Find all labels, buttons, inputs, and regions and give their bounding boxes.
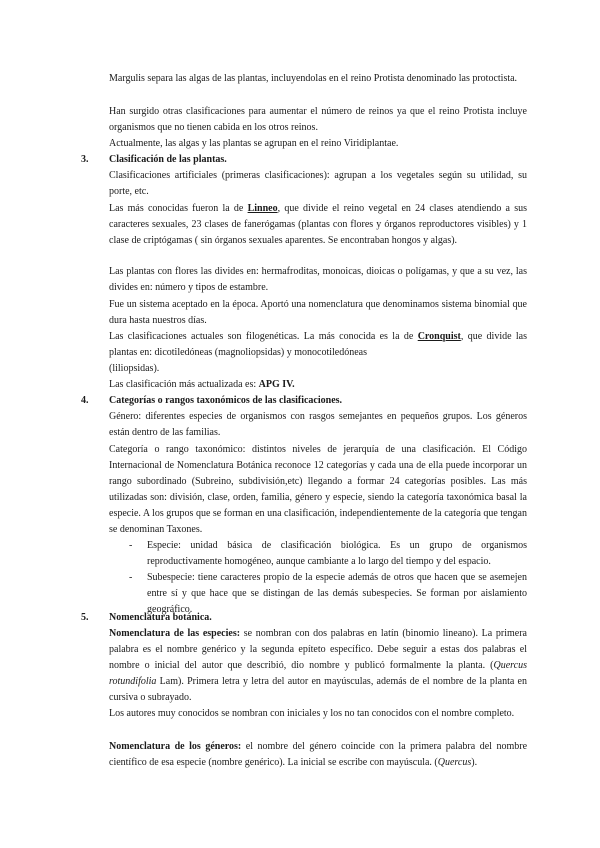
linneo-name: Linneo <box>247 203 278 214</box>
bullet-especie: Especie: unidad básica de clasificación biológica. Es un grupo de organismos reproductivamente homogéneo, aunque cambiante a lo largo del tiempo y del espacio. <box>147 540 527 568</box>
section-5-number: 5. <box>81 612 89 623</box>
quercus-rotundifolia: Quercus rotundifolia <box>109 660 527 688</box>
especies-text-b: Lam). Primera letra y letra del autor en mayúsculas, además de el nombre de la planta en cursiva o subrayado. <box>109 676 527 704</box>
apg-name: APG IV. <box>258 379 295 390</box>
bullet-subespecie: Subespecie: tiene caracteres propio de la especie además de otros que hacen que se asemejen entre sí y que hace que se distingan de las demás subespecies. Se forman por aislamiento geográfico. <box>147 572 527 616</box>
paragraph-cronquist <box>109 329 527 377</box>
paragraph-other-classifications: Han surgido otras clasificaciones para aumentar el número de reinos ya que el reino Protista incluye organismos que no tienen cabida en los otros reinos. <box>109 106 527 134</box>
cronquist-name: Cronquist <box>417 331 461 342</box>
quercus: Quercus <box>437 757 472 769</box>
paragraph-artificial-classifications: Clasificaciones artificiales (primeras clasificaciones): agrupan a los vegetales según su utilidad, su porte, etc. <box>109 170 527 198</box>
paragraph-nomenclatura-generos <box>109 739 527 771</box>
bullet-dash-subespecie: - <box>129 572 133 583</box>
bullet-dash-especie: - <box>129 540 133 551</box>
paragraph-binomial-system: Fue un sistema aceptado en la época. Aportó una nomenclatura que denominamos sistema binomial que dura hasta nuestros días. <box>109 299 527 327</box>
linneo-text-b: , que divide el reino vegetal en 24 clases atendiendo a sus caracteres sexuales, 23 clases de fanerógamas (plantas con flores y órganos reproductores visibles) y 1 clase de criptógamas ( sin órganos sexuales aparentes. Se encontraban hongos y algas). <box>109 203 527 247</box>
paragraph-genero: Género: diferentes especies de organismos con rasgos semejantes en pequeños grupos. Los géneros están dentro de las familias. <box>109 411 527 439</box>
especies-lead: Nomenclatura de las especies: <box>109 628 241 639</box>
paragraph-margulis: Margulis separa las algas de las plantas, incluyendolas en el reino Protista denominado las protoctista. <box>109 73 518 84</box>
generos-text-a: el nombre del género coincide con la primera palabra del nombre científico de esa especie (nombre genérico). La inicial se escribe con mayúscula. ( <box>109 741 528 769</box>
paragraph-viridiplantae: Actualmente, las algas y las plantas se agrupan en el reino Viridiplantae. <box>109 138 399 149</box>
linneo-text-a: Las más conocidas fueron la de <box>109 203 248 214</box>
paragraph-nomenclatura-especies <box>109 626 527 706</box>
generos-text-b: ). <box>471 757 478 769</box>
paragraph-apg <box>109 377 527 393</box>
section-3-number: 3. <box>81 154 89 165</box>
section-4-number: 4. <box>81 395 89 406</box>
paragraph-autores: Los autores muy conocidos se nombran con iniciales y los no tan conocidos con el nombre completo. <box>109 708 515 719</box>
paragraph-rango-taxonomico: Categoría o rango taxonómico: distintos niveles de jerarquía de una clasificación. El Código Internacional de Nomenclatura Botánica reconoce 12 categorías y cada una de ella puede incorporar un rango subordinado (Subreino, subdivisión,etc) llegando a formar 24 categorías posibles. Las más utilizadas son: división, clase, orden, familia, género y especie, siendo la categoría taxonómica basal la especie. A los grupos que se forman en una clasificación, independientemente de la categoría que tengan se denominan Taxones. <box>109 444 527 536</box>
section-5-title: Nomenclatura botánica. <box>109 612 212 623</box>
especies-text-a: se nombran con dos palabras en latín (binomio lineano). La primera palabra es el nombre genérico y la segunda epíteto específico. Debe seguir a estas dos palabras el nombre o inicial del autor que describió, dio nombre y publicó formalmente la planta. ( <box>109 628 527 672</box>
generos-lead: Nomenclatura de los géneros: <box>109 741 242 752</box>
paragraph-linneo <box>109 201 527 249</box>
apg-text: Las clasificación más actualizada es: <box>109 379 259 390</box>
cronquist-text-a: Las clasificaciones actuales son filogenéticas. La más conocida es la de <box>109 331 418 342</box>
cronquist-text-c: (liliopsidas). <box>109 363 160 375</box>
cronquist-text-b: , que divide las plantas en: dicotiledóneas (magnoliopsidas) y monocotiledóneas <box>109 331 528 359</box>
section-4-title: Categorías o rangos taxonómicos de las clasificaciones. <box>109 395 343 406</box>
paragraph-flowering-plants: Las plantas con flores las divides en: hermafroditas, monoicas, dioicas o polígamas, y que a su vez, las divides en: número y tipos de estambre. <box>109 266 527 294</box>
section-3-title: Clasificación de las plantas. <box>109 154 227 165</box>
